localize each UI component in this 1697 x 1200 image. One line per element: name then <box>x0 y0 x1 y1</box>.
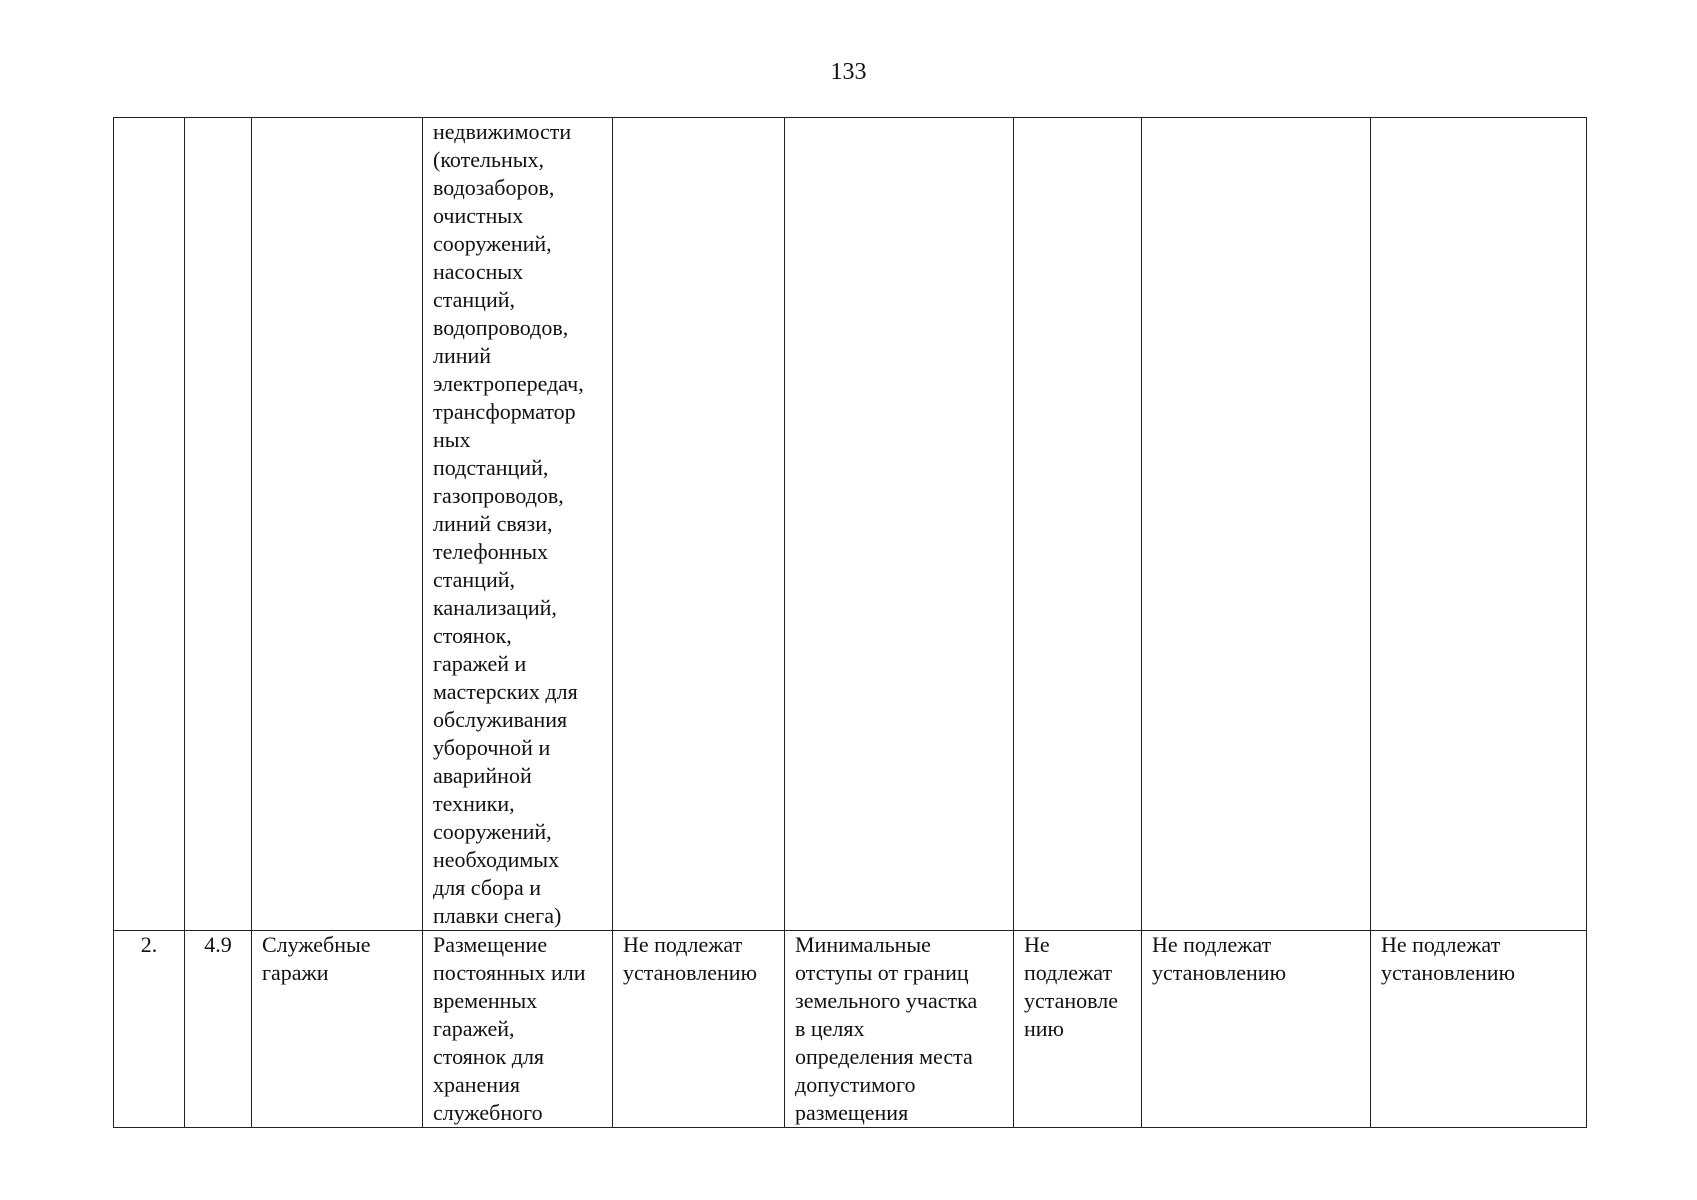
cell-setbacks: Минимальные отступы от границ земельного участка в целях определения места допустимого размещения <box>785 931 1014 1128</box>
cell-code: 4.9 <box>185 931 252 1128</box>
cell-use-type: Служебные гаражи <box>252 931 423 1128</box>
regulations-table <box>113 117 1587 1128</box>
cell-coverage: Не подлежат установлению <box>1142 931 1371 1128</box>
table-row <box>114 118 1587 931</box>
cell-setbacks <box>785 118 1014 931</box>
cell-other: Не подлежат установлению <box>1371 931 1587 1128</box>
cell-floors <box>1014 118 1142 931</box>
cell-use-type <box>252 118 423 931</box>
cell-description: недвижимости (котельных, водозаборов, очистных сооружений, насосных станций, водопроводов, линий электропередач, трансформатор ных подстанций, газопроводов, линий связи, телефонных станций, канализаций, стоянок, гаражей и мастерских для обслуживания уборочной и аварийной техники, сооружений, необходимых для сбора и плавки снега) <box>423 118 613 931</box>
cell-number <box>114 118 185 931</box>
cell-code <box>185 118 252 931</box>
cell-other <box>1371 118 1587 931</box>
cell-coverage <box>1142 118 1371 931</box>
cell-plot-size: Не подлежат установлению <box>613 931 785 1128</box>
cell-plot-size <box>613 118 785 931</box>
page-number: 133 <box>830 59 867 85</box>
table-row <box>114 931 1587 1128</box>
cell-description: Размещение постоянных или временных гаражей, стоянок для хранения служебного <box>423 931 613 1128</box>
cell-number: 2. <box>114 931 185 1128</box>
cell-floors: Не подлежат установле нию <box>1014 931 1142 1128</box>
